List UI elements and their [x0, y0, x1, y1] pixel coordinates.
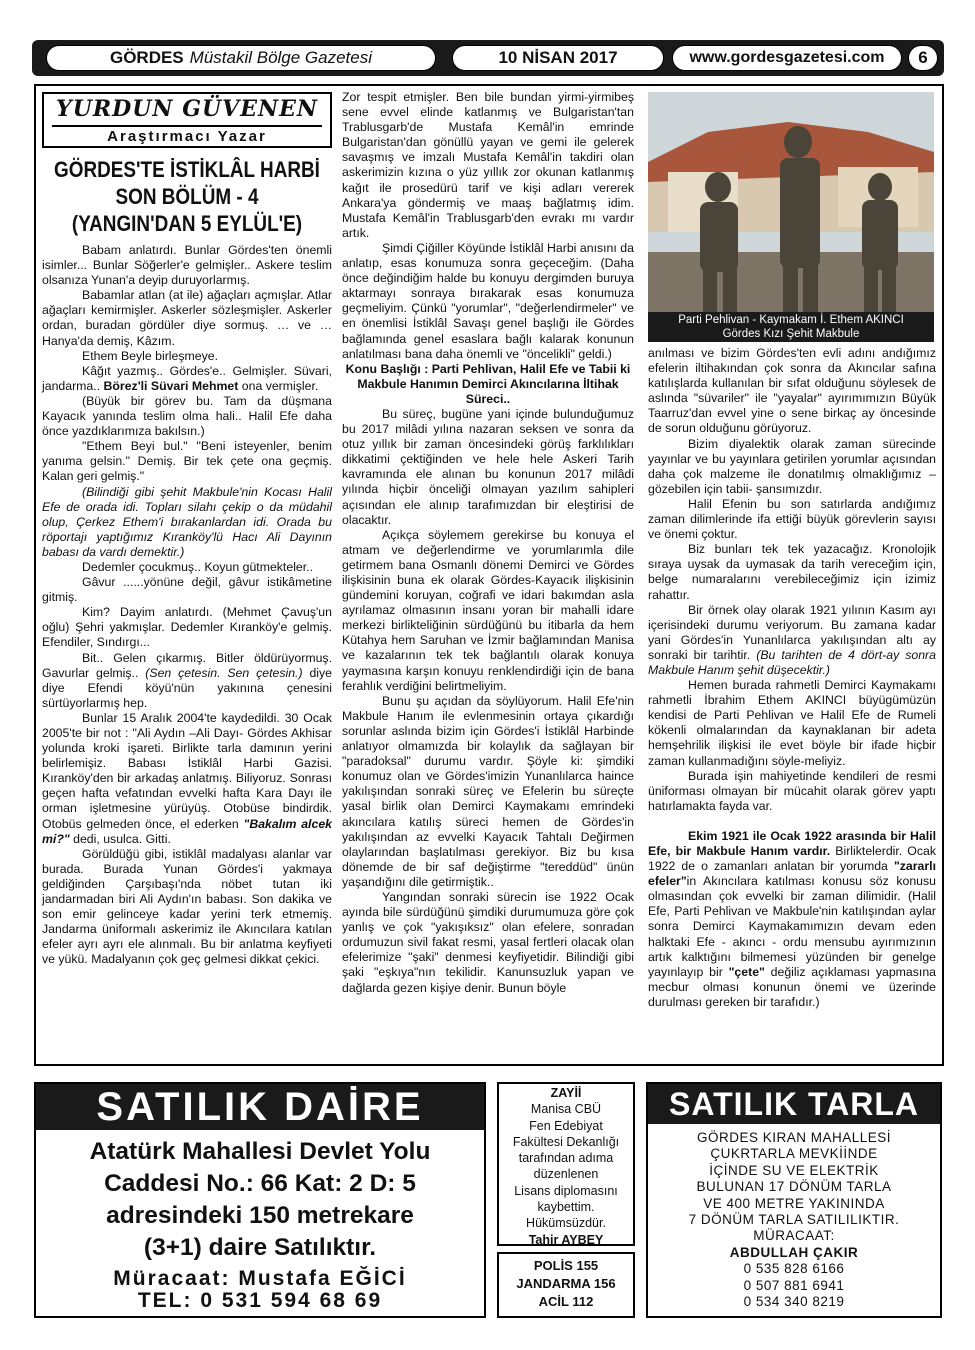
- article-column-3: [648, 346, 936, 1010]
- paragraph: Dedemler çocukmuş.. Koyun gütmekteler..: [82, 559, 314, 574]
- issue-date: 10 NİSAN 2017: [452, 45, 664, 71]
- statue-illustration: [648, 92, 934, 342]
- statue-photo: [648, 92, 934, 342]
- ad-field-for-sale: [646, 1082, 942, 1318]
- article-text-col2: [342, 90, 634, 996]
- website-link[interactable]: www.gordesgazetesi.com: [672, 45, 902, 71]
- ad-banner: SATILIK TARLA: [648, 1084, 940, 1124]
- paragraph: Zor tespit etmişler. Ben bile bundan yirmi-yirmibeş sene evvel elinde katlanmış ve Bulgaristan'tan Trablusgarb'de Mustafa Kemâl'in emrinde Bulgaristan'dan gönüllü yayan ve gemi ile gelerek savaşmış ve imzalı Mustafa Kemâl'in takdiri olan askerimizin kızına o yüz yıllık zor okunan katlanmış kağıt ile prosedürü tarif ve kişi adları vererek Ankara'ya göndermiş ve maaş bağlatmış idim. Mustafa Kemâl'in Trablusgarb'den evrakı mı vardır artık.: [342, 90, 634, 240]
- ad-apartment-for-sale: [34, 1082, 486, 1318]
- paragraph: "Ethem Beyi bul." "Beni isteyenler, benim yanıma gelsin." Demiş. Bir tek çete ona geçmiş. Kalan geri gelmiş.": [42, 439, 332, 484]
- paragraph: Biz bunları tek tek yazacağız. Kronolojik sıraya uysak da uymasak da tarih vereceğim için, belge numaralarını verebileceğimiz için izimiz rahattır.: [648, 542, 936, 602]
- paragraph: Hemen burada rahmetli Demirci Kaymakamı rahmetli İbrahim Ethem AKINCI büyügümüzün kendisi de Parti Pehlivan ve Halil Efe de Rumeli kökenli olmalarından da kaynaklanan bir adeta hemşehrilik ilişkisi ile evet böyle bir ifade hiçbir zaman kullanmadığını söyle-meliyiz.: [648, 678, 936, 768]
- phone-number: 0 535 828 6166: [743, 1261, 845, 1277]
- article-text-col3: [648, 346, 936, 1010]
- ad-details: GÖRDES KIRAN MAHALLESİ ÇUKRTARLA MEVKİİNDE İÇİNDE SU VE ELEKTRİK BULUNAN 17 DÖNÜM TARLA VE 400 METRE YAKININDA 7 DÖNÜM TARLA SATILILIKTIR. MÜRACAAT: ABDULLAH ÇAKIR 0 535 828 6166 0 507 881 6941 0 534 340 8219: [648, 1130, 940, 1310]
- ad-address: Atatürk Mahallesi Devlet Yolu Caddesi No.: 66 Kat: 2 D: 5 adresindeki 150 metrekare (3+1) daire Satılıktır.: [89, 1138, 431, 1261]
- article-headline: [45, 156, 329, 237]
- paragraph: (Büyük bir görev bu. Tam da düşmana Kayacık yanında teslim olma hali.. Halil Efe daha önce yazdıklarımıza bakılsın.): [42, 393, 332, 439]
- headline-line-1: GÖRDES'TE İSTİKLÂL HARBİ: [54, 157, 320, 182]
- paper-tagline: Müstakil Bölge Gazetesi: [189, 48, 373, 67]
- paragraph: Ekim 1921 ile Ocak 1922 arasında bir Halil Efe, bir Makbule Hanım vardır. Birliktelerdir. Ocak 1922 de o zamanları anlatan bir yorumda "zararlı efeler"in Akıncılara katılması konusu söz konusu olmasından çok evvelki bir zaman dilimidir. (Halil Efe, Parti Pehlivan ve Makbule'nin katılışından aylar sonra Demirci Kaymakamımızın devam eden halktaki Efe - akıncı - ordu mensubu ayırımızının artık kalktığını bilmemesi yüzünden bir genelge yayınlayıp bir "çete" değiliz açıklaması yapmasına mecbur olması konunun önemi ve üzerinde durulması gereken bir tarafıdır.): [648, 828, 936, 1009]
- paragraph: Bit.. Gelen çıkarmış. Bitler öldürüyormuş. Gavurlar gelmiş.. (Sen çetesin. Sen çetesin.) diye diye Efendi köyü'nün yakınına çenesini sürtüyorlarmış hep.: [42, 650, 333, 710]
- phone-number: 0 534 340 8219: [743, 1294, 845, 1310]
- paragraph: Ethem Beyle birleşmeye.: [82, 348, 219, 363]
- paragraph: Halil Efenin bu son satırlarda andığımız zaman dilimlerinde ifa ettiği büyük görevlerin sayısı ve önemi çoktur.: [648, 496, 936, 542]
- ad-lost-notice: ZAYİİ Manisa CBÜ Fen Edebiyat Fakültesi Dekanlığı tarafından adıma düzenlenen Lisans diplomasını kaybettim. Hükümsüzdür. Tahir AYBEY: [497, 1082, 635, 1246]
- paragraph: Bunlar 15 Aralık 2004'te kaydedildi. 30 Ocak 2005'te bir not : "Ali Aydın –Ali Dayı- Gördes Akhisar yolunda kroki işareti. Birlikte tarla damının yerini belirlemişiz. Babası İstiklâl Harbi Gazisi. Kıranköy'den bir arkadaş anlatmış. Biliyoruz. Sonrası geçen hafta vefatından evvelki hafta Kara Dayı ile orman işletmesine yürüyüş. Otobüse bindirdik. Otobüs gelmeden önce, el ederken "Bakalım alcek mi?" dedi, usulca. Gitti.: [42, 710, 332, 846]
- paragraph: Görüldüğü gibi, istiklâl madalyası alanlar var burada. Burada Yunan Gördes'i yakmaya geldiğinden Çarşıbaşı'nda nöbet tutan iki jandarmadan biri Ali Aydın'ın babası. Son dakika ve son emir gelinceye kadar yerini terk etmemiş. Jandarma üniformalı askerimiz ile Akıncılara katılan efeler ayrı ayrı ele alınmalı. Bu bir anlatma keyfiyeti ve yükü. Madalyanın çok geç gelmesi dikkat çekici.: [42, 846, 332, 967]
- section-heading: Konu Başlığı : Parti Pehlivan, Halil Efe ve Tabii ki Makbule Hanımın Demirci Akıncılarına İltihak Süreci..: [345, 361, 631, 406]
- paragraph: Bizim diyalektik olarak zaman sürecinde yayınlar ve bu yayınlara getirilen yorumlar açısından daha çok malzeme ile donatılmış olmaklığımız –gözebilen için tabii- şansımızdır.: [648, 436, 936, 496]
- emergency-numbers: POLİS 155 JANDARMA 156 ACİL 112: [497, 1252, 635, 1318]
- paragraph: Gâvur ......yönüne değil, gâvur istikâmetine gitmiş.: [42, 575, 332, 605]
- headline-line-2: SON BÖLÜM - 4: [115, 184, 259, 209]
- notice-name: Tahir AYBEY: [528, 1232, 604, 1247]
- paragraph: Bunu şu açıdan da söylüyorum. Halil Efe'nin Makbule Hanım ile evlenmesinin ortaya çıkardığı sorunlar aslında bizim için Gördes'i İstiklâl Harbinde anlatıyor olmamızda bir kolaylık da sağlayan bir "paradoksal" durumu vardır. Şöyle ki: şimdiki konumuz olan ve Gördes'imizin Yunanlılarca haince yakılışından sonraki süreç ve Efelerin bu süreçte yasal birlik olan Demirci Kaymakamı emrindeki akıncılara katılış süreci hemen de Gördes'in yakılışından az evvelki Kayacık Tahtalı Değirmen olaylarından başlatılması gerekiyor. Biz bu kısa dönemde de bir saf değiştirme "tereddüd" ünün yaşandığını dile getirmiştik..: [342, 693, 634, 889]
- author-role: Araştırmacı Yazar: [107, 128, 267, 145]
- ad-contact: Müracaat: Mustafa EĞİCİ TEL: 0 531 594 68 69: [113, 1267, 407, 1312]
- paragraph: Yangından sonraki sürecin ise 1922 Ocak ayında bile sürdüğünü şimdiki durumumuza göre çok yanlış ve çok "yakışıksız" olan efelere, sonradan ordumuzun sivil fakat resmi, yasal fertleri olacak olan efelerimize "şaki" denmesi keyfiyetidir. Bilindiği gibi şaki "eşkıya"nın tekilidir. Kanunsuzluk yapan ve dağlarda gezen kişiye denir. Bunun böyle: [342, 889, 634, 995]
- notice-title: ZAYİİ: [550, 1086, 582, 1100]
- paragraph: anılması ve bizim Gördes'ten evli adını andığımız efelerin iltihakından çok sonra da Akıncılar safına katılışlarda kullanılan bir sıfat olduğunu söylesek de aslında "süvariler" ile "yayalar" ayırımımızın Büyük Taarruz'dan evvel yine o sene birkaç ay öncesinde de sorun olduğunu görüyoruz.: [648, 346, 936, 436]
- contact-name: ABDULLAH ÇAKIR: [729, 1244, 859, 1260]
- phone-number: 0 507 881 6941: [743, 1277, 845, 1293]
- paper-name: GÖRDES: [109, 48, 184, 67]
- paragraph: Kâğıt yazmış.. Gördes'e.. Gelmişler. Süvari, jandarma.. Börez'li Süvari Mehmet ona vermişler.: [42, 363, 332, 393]
- headline-line-3: (YANGIN'DAN 5 EYLÜL'E): [71, 211, 303, 236]
- bold-name: Börez'li Süvari Mehmet: [103, 378, 239, 393]
- photo-caption: Parti Pehlivan - Kaymakam İ. Ethem AKINCI Gördes Kızı Şehit Makbule: [648, 312, 934, 342]
- author-box: [42, 92, 332, 148]
- ad-banner: SATILIK DAİRE: [36, 1084, 484, 1130]
- page-header: [32, 40, 944, 76]
- paragraph: Bu süreç, bugüne yani içinde bulunduğumuz bu 2017 milâdi yılına nazaran seksen ve sonra da otuz yıllık bir zaman öncesindeki görüş farklılıkları dikkatimi çektiğinden ve hele hele Askeri Tarih kavramında ele alınan bu konunun 2017 milâdi yılında hiçbir önceliği olmayan yazılım sahipleri açısından ele alınıp tarafımızdan bir eleştirisi de olacaktır.: [342, 406, 634, 527]
- article-column-1: [42, 92, 332, 968]
- paragraph: Kim? Dayim anlatırdı. (Mehmet Çavuş'un oğlu) Şehri yakmışlar. Dedemler Kıranköy'e gelmiş. Efendiler, Sındırgı...: [42, 605, 332, 650]
- page-number: 6: [908, 45, 938, 71]
- author-logo: YURDUN GÜVENEN: [55, 96, 318, 122]
- paragraph: Şimdi Çiğiller Köyünde İstiklâl Harbi anısını da anlatıp, esas konumuza sonra geçeceğim. (Daha önce değindiğim halde bu konuyu dergimden buruya aktarmayı sonraya bırakarak esas konumuza geçmeliyim. Çünkü "yorumlar", "değerlendirmeler" ve en önemlisi İstiklâl Savaşı genel başlığı ile Gördes bağlamında genel esaslara bağlı kalarak konunun anlatılması bana daha önemli ve "öncelikli" geldi.): [342, 240, 634, 361]
- paper-title: [46, 45, 436, 71]
- paragraph: Babam anlatırdı. Bunlar Gördes'ten önemli isimler... Bunlar Söğerler'e gelmişler.. Askere teslim olsanıza Yunan'a deyip duruyorlarmış.: [42, 243, 332, 288]
- paragraph: Burada işin mahiyetinde kendileri de resmi üniforması olmayan bir mücahit olarak görev yaptı hatırlamakta fayda var.: [648, 768, 936, 813]
- article-text-col1: [42, 243, 332, 968]
- paragraph: Bir örnek olay olarak 1921 yılının Kasım ayı içerisindeki durumu veriyorum. Bu zamana kadar yani Gördes'in Yunanlılarca yakılışından altı ay sonraki bir tarihtir. (Bu tarihten de 4 dört-ay sonra Makbule Hanım şehit düşecektir.): [648, 602, 936, 677]
- paragraph: Açıkça söylemem gerekirse bu konuya el atmam ve değerlendirme ve yorumlarımla dile getirmem bana Osmanlı dönemi Demirci ve Gördes ilişkisinin buna ek olarak Gördes-Kayacık ilişkisinin gündemini koruyan, coğrafi ve idari bakımdan asla ayrılamaz olmasının insanı yoran bir mahalli idare merkezi birlikteliğinin sürdüğünü bu itibarla da hem Kütahya hem Saruhan ve İzmir bağlamından Manisa ve kazalarının tek tek bağlantılı olarak konuya yaymasına karşın konuyu renklendirdiği için de bana ferahlık verdiğini belirtmeliyim.: [342, 527, 634, 693]
- article-column-2: [342, 90, 634, 996]
- paragraph: (Bilindiği gibi şehit Makbule'nin Kocası Halil Efe de orada idi. Topları silahı çekip o da müdahil olup, Çerkez Ethem'i bırakanlardan idi. Orada bu röportajı yaptığımız Kıranköy'lü Hacı Ali Dayının babası da vardı demektir.): [42, 484, 332, 559]
- paragraph: Babamlar atlan (at ile) ağaçları açmışlar. Atlar ağaçları kemirmişler. Askerler sözleşmişler. Askerler ordan, buradan gördüler diye sormuş. … ve … Hanya'da demiş, Kâzım.: [42, 288, 332, 348]
